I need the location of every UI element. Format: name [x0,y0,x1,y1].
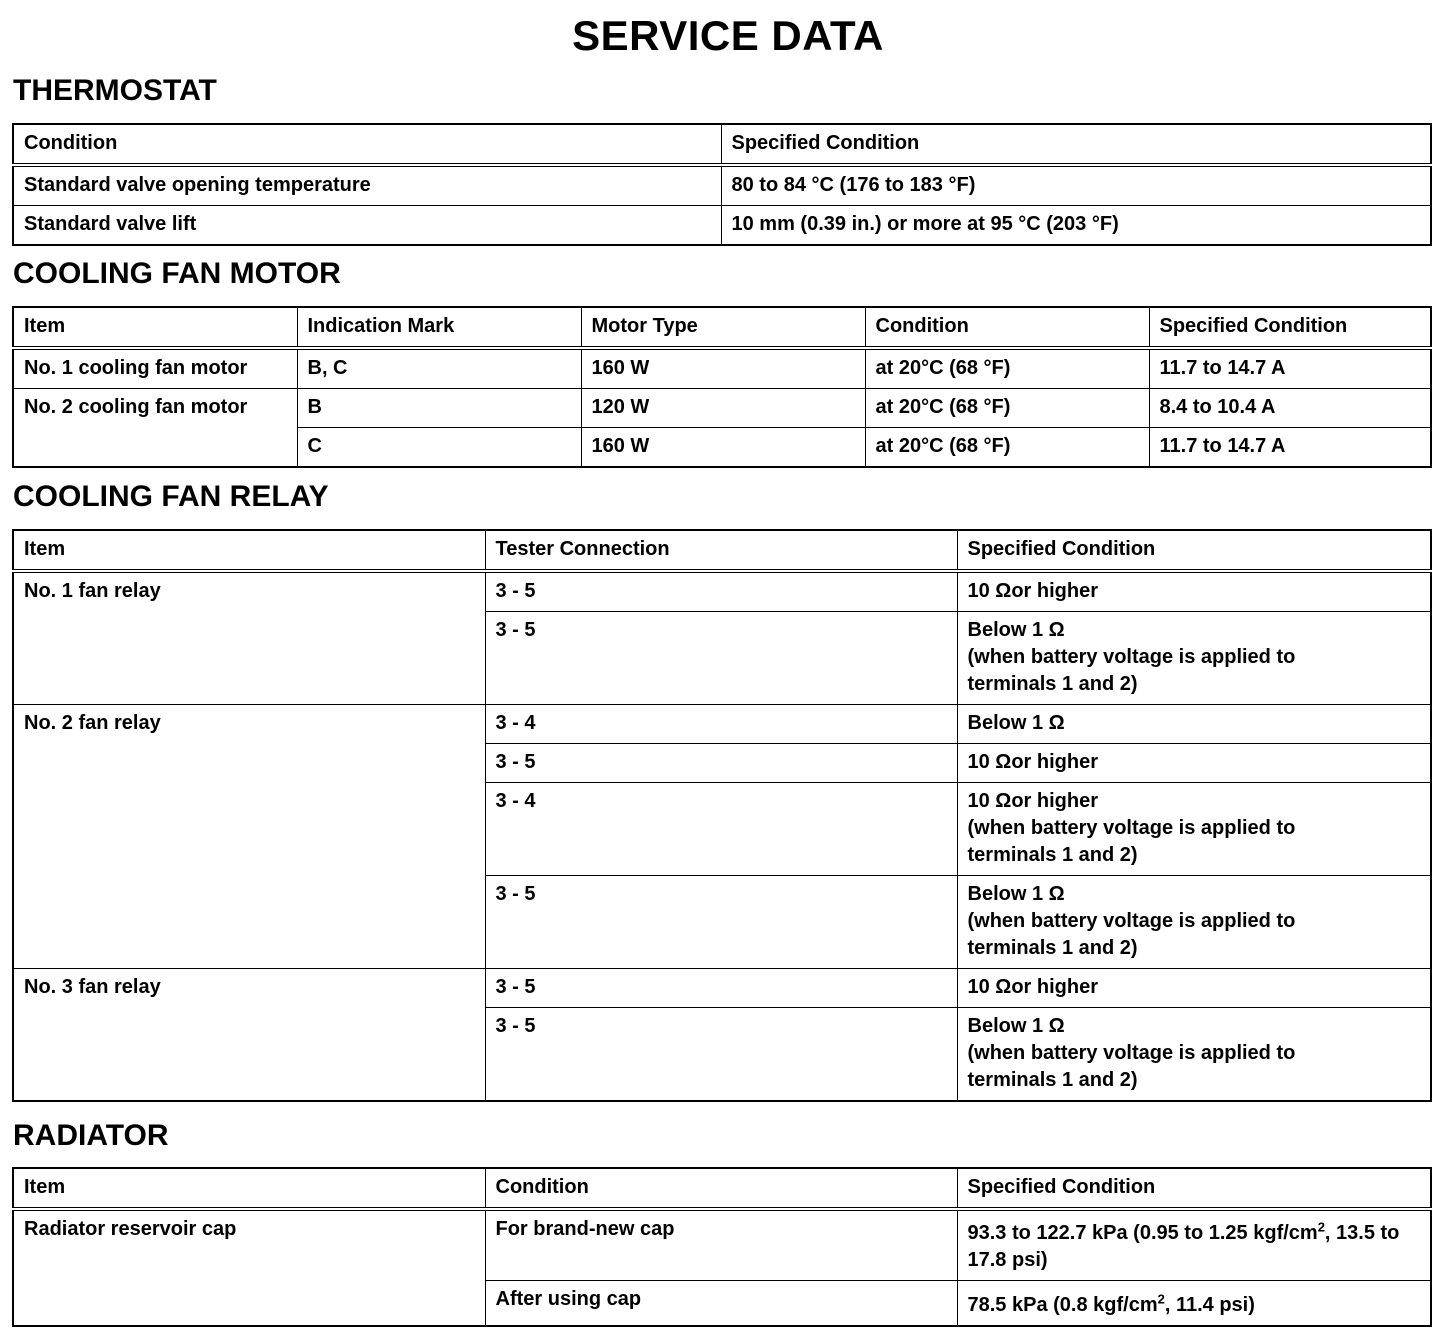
table-cell: 10 mm (0.39 in.) or more at 95 °C (203 °F) [721,206,1431,246]
header-cell: Item [13,530,485,571]
table-cell: 3 - 5 [485,969,957,1008]
table-cell: 10 Ωor higher [957,744,1431,783]
table-cell: 10 Ωor higher [957,571,1431,612]
spec-text: 93.3 to 122.7 kPa (0.95 to 1.25 kgf/cm [967,1222,1318,1244]
table-cell: B, C [297,348,581,389]
header-cell: Specified Condition [1149,307,1431,348]
table-cell: Below 1 Ω [957,705,1431,744]
superscript: 2 [1317,1219,1325,1235]
spec-text: 78.5 kPa (0.8 kgf/cm [967,1294,1158,1316]
table-cell: Below 1 Ω (when battery voltage is applied to terminals 1 and 2) [957,1008,1431,1102]
table-cell: 11.7 to 14.7 A [1149,428,1431,468]
thermostat-table [12,123,1432,246]
table-cell: No. 2 fan relay [13,705,485,969]
header-cell: Tester Connection [485,530,957,571]
table-row [13,571,1431,612]
fan-relay-table [12,529,1432,1102]
header-cell: Specified Condition [957,530,1431,571]
table-cell: No. 2 cooling fan motor [13,389,297,468]
table-cell: 3 - 5 [485,612,957,705]
table-cell: Radiator reservoir cap [13,1209,485,1326]
radiator-table [12,1167,1432,1327]
table-header-row [13,307,1431,348]
header-cell: Specified Condition [721,124,1431,165]
table-cell: 3 - 4 [485,783,957,876]
fan-relay-title: COOLING FAN RELAY [13,480,329,513]
table-cell: Below 1 Ω (when battery voltage is applied to terminals 1 and 2) [957,876,1431,969]
table-cell: 3 - 4 [485,705,957,744]
table-cell: 160 W [581,348,865,389]
table-header-row [13,1168,1431,1209]
table-row [13,1209,1431,1281]
table-row [13,206,1431,246]
table-cell: 3 - 5 [485,744,957,783]
table-cell: at 20°C (68 °F) [865,428,1149,468]
table-cell: Below 1 Ω (when battery voltage is applied to terminals 1 and 2) [957,612,1431,705]
table-cell: 11.7 to 14.7 A [1149,348,1431,389]
table-cell: No. 1 cooling fan motor [13,348,297,389]
table-header-row [13,124,1431,165]
table-cell: 3 - 5 [485,571,957,612]
table-cell: Standard valve lift [13,206,721,246]
table-header-row [13,530,1431,571]
table-cell: at 20°C (68 °F) [865,348,1149,389]
table-row [13,348,1431,389]
header-cell: Item [13,1168,485,1209]
header-cell: Motor Type [581,307,865,348]
spec-text: , 13.5 to 17.8 psi) [967,1222,1400,1271]
table-row [13,389,1431,428]
header-cell: Indication Mark [297,307,581,348]
header-cell: Condition [865,307,1149,348]
header-cell: Condition [485,1168,957,1209]
table-cell [957,1209,1431,1281]
header-cell: Specified Condition [957,1168,1431,1209]
table-cell: 120 W [581,389,865,428]
table-cell: After using cap [485,1281,957,1327]
radiator-title: RADIATOR [13,1119,169,1152]
table-cell: B [297,389,581,428]
header-cell: Item [13,307,297,348]
table-cell: 80 to 84 °C (176 to 183 °F) [721,165,1431,206]
fan-motor-table [12,306,1432,468]
table-cell: 3 - 5 [485,1008,957,1102]
page-title: SERVICE DATA [572,12,884,59]
table-cell: No. 3 fan relay [13,969,485,1102]
superscript: 2 [1157,1291,1165,1307]
table-cell: 10 Ωor higher [957,969,1431,1008]
thermostat-title: THERMOSTAT [13,74,217,107]
spec-text: , 11.4 psi) [1164,1294,1255,1316]
table-cell: 10 Ωor higher (when battery voltage is applied to terminals 1 and 2) [957,783,1431,876]
table-cell: at 20°C (68 °F) [865,389,1149,428]
table-cell: 8.4 to 10.4 A [1149,389,1431,428]
table-cell [957,1281,1431,1327]
table-row [13,705,1431,744]
table-row [13,165,1431,206]
table-cell: 3 - 5 [485,876,957,969]
table-cell: For brand-new cap [485,1209,957,1281]
table-cell: No. 1 fan relay [13,571,485,705]
table-cell: 160 W [581,428,865,468]
table-cell: C [297,428,581,468]
fan-motor-title: COOLING FAN MOTOR [13,257,341,290]
table-row [13,969,1431,1008]
header-cell: Condition [13,124,721,165]
table-cell: Standard valve opening temperature [13,165,721,206]
